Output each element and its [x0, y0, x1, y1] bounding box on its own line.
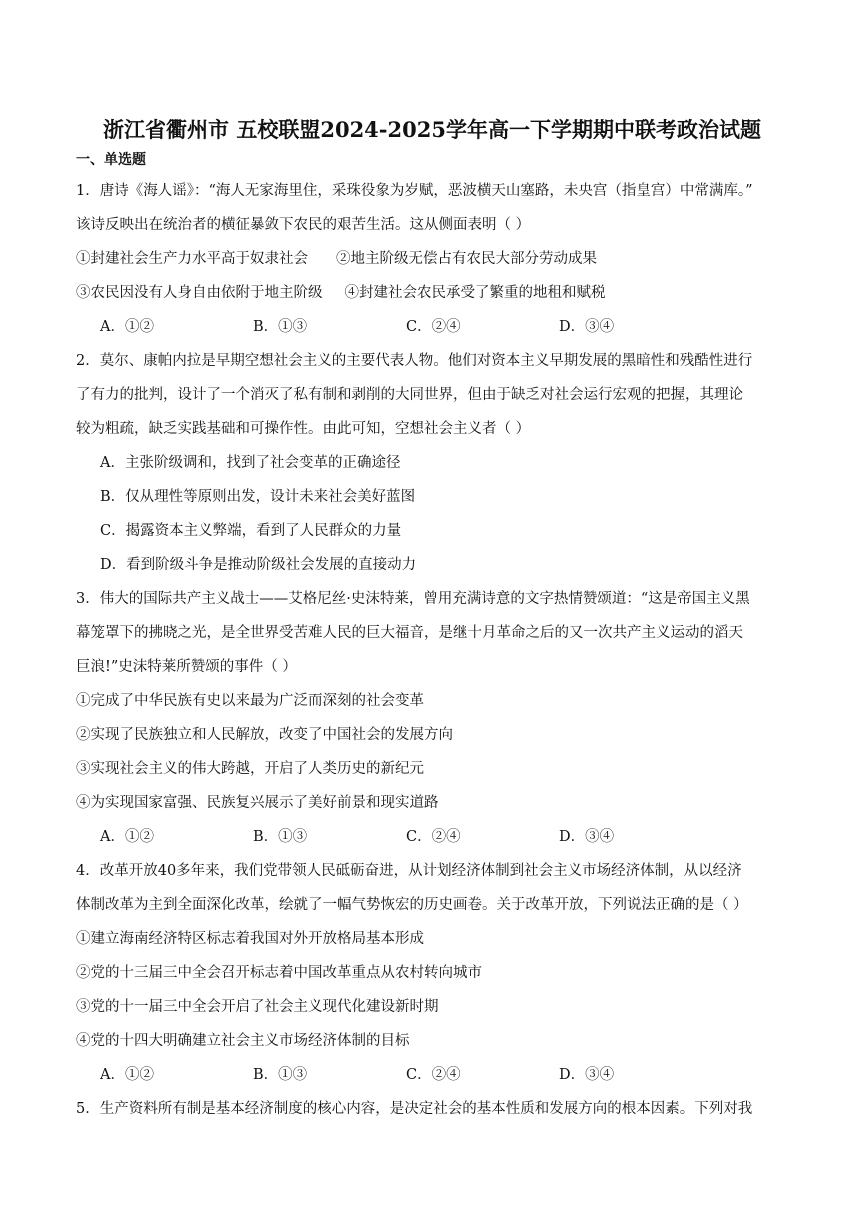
question-3-line-2: 幕笼罩下的拂晓之光，是全世界受苦难人民的巨大福音，是继十月革命之后的又一次共产主义运动的滔天: [76, 625, 743, 641]
statement-1: ①建立海南经济特区标志着我国对外开放格局基本形成: [76, 931, 424, 947]
question-1-statements-row-2: [76, 276, 788, 310]
choice-a[interactable]: A．①②: [100, 1067, 154, 1083]
statement-4: ④封建社会农民承受了繁重的地租和赋税: [344, 285, 606, 301]
section-heading: 一、单选题: [76, 152, 146, 168]
choice-b[interactable]: B．①③: [253, 319, 308, 335]
choice-b[interactable]: B．①③: [253, 1067, 308, 1083]
question-2-line-2: 了有力的批判，设计了一个消灭了私有制和剥削的大同世界，但由于缺乏对社会运行宏观的把握，其理论: [76, 387, 743, 403]
statement-3: ③农民因没有人身自由依附于地主阶级: [76, 285, 323, 301]
question-4: [76, 854, 788, 1092]
choice-c[interactable]: C．②④: [406, 1067, 461, 1083]
question-4-line-2: 体制改革为主到全面深化改革，绘就了一幅气势恢宏的历史画卷。关于改革开放，下列说法正确的是（ ）: [76, 897, 748, 913]
question-2: [76, 344, 788, 582]
question-4-line-1: 4．改革开放40多年来，我们党带领人民砥砺奋进，从计划经济体制到社会主义市场经济体制，从以经济: [76, 863, 742, 879]
question-3-line-1: 3．伟大的国际共产主义战士——艾格尼丝·史沫特莱，曾用充满诗意的文字热情赞颂道：“这是帝国主义黑: [76, 591, 750, 607]
question-1-choices: [76, 310, 788, 344]
statement-1: ①封建社会生产力水平高于奴隶社会: [76, 251, 308, 267]
statement-4: ④为实现国家富强、民族复兴展示了美好前景和现实道路: [76, 795, 439, 811]
choice-d[interactable]: D．③④: [559, 1067, 615, 1083]
statement-1: ①完成了中华民族有史以来最为广泛而深刻的社会变革: [76, 693, 424, 709]
choice-a[interactable]: A．①②: [100, 319, 154, 335]
page-title: 浙江省衢州市 五校联盟2024-2025学年高一下学期期中联考政治试题: [103, 117, 761, 142]
statement-2: ②实现了民族独立和人民解放，改变了中国社会的发展方向: [76, 727, 453, 743]
choice-c[interactable]: C．②④: [406, 829, 461, 845]
question-2-line-1: 2．莫尔、康帕内拉是早期空想社会主义的主要代表人物。他们对资本主义早期发展的黑暗性和残酷性进行: [76, 353, 753, 369]
question-4-choices: [76, 1058, 788, 1092]
option-b[interactable]: B．仅从理性等原则出发，设计未来社会美好蓝图: [100, 489, 416, 505]
question-5: [76, 1092, 788, 1126]
question-3-line-3: 巨浪!”史沫特莱所赞颂的事件（ ）: [76, 659, 297, 675]
question-3: [76, 582, 788, 854]
question-1-line-2: 该诗反映出在统治者的横征暴敛下农民的艰苦生活。这从侧面表明（ ）: [76, 217, 531, 233]
question-2-line-3: 较为粗疏，缺乏实践基础和可操作性。由此可知，空想社会主义者（ ）: [76, 421, 531, 437]
option-a[interactable]: A．主张阶级调和，找到了社会变革的正确途径: [100, 455, 401, 471]
question-5-line-1: 5．生产资料所有制是基本经济制度的核心内容，是决定社会的基本性质和发展方向的根本因素。下列对我: [76, 1101, 753, 1117]
question-1: [76, 174, 788, 344]
statement-4: ④党的十四大明确建立社会主义市场经济体制的目标: [76, 1033, 410, 1049]
statement-3: ③党的十一届三中全会开启了社会主义现代化建设新时期: [76, 999, 439, 1015]
question-3-choices: [76, 820, 788, 854]
statement-2: ②党的十三届三中全会召开标志着中国改革重点从农村转向城市: [76, 965, 482, 981]
choice-a[interactable]: A．①②: [100, 829, 154, 845]
choice-c[interactable]: C．②④: [406, 319, 461, 335]
choice-d[interactable]: D．③④: [559, 829, 615, 845]
choice-b[interactable]: B．①③: [253, 829, 308, 845]
question-1-statements-row-1: [76, 242, 788, 276]
question-1-line-1: 1．唐诗《海人谣》：“海人无家海里住，采珠役象为岁赋，恶波横天山塞路，未央宫（指皇宫）中常满库。”: [76, 183, 753, 199]
option-d[interactable]: D．看到阶级斗争是推动阶级社会发展的直接动力: [100, 557, 417, 573]
statement-2: ②地主阶级无偿占有农民大部分劳动成果: [336, 251, 597, 267]
choice-d[interactable]: D．③④: [559, 319, 615, 335]
option-c[interactable]: C．揭露资本主义弊端，看到了人民群众的力量: [100, 523, 402, 539]
statement-3: ③实现社会主义的伟大跨越，开启了人类历史的新纪元: [76, 761, 424, 777]
